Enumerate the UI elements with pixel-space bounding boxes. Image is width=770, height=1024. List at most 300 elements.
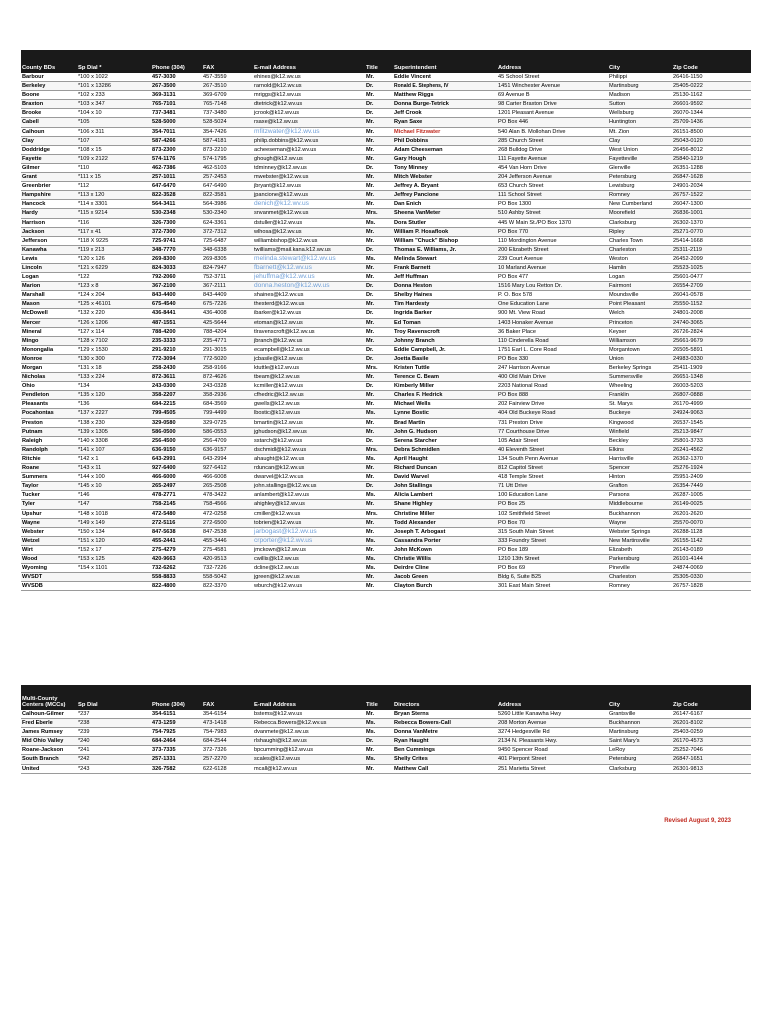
cell-title: Mr. xyxy=(365,582,393,591)
county-table-header xyxy=(21,50,751,73)
cell-city: Berkeley Springs xyxy=(608,364,672,373)
cell-city: Ripley xyxy=(608,227,672,236)
cell-title: Dr. xyxy=(365,436,393,445)
cell-email[interactable]: bmartin@k12.wv.us xyxy=(253,418,365,427)
cell-phone: 647-6470 xyxy=(151,182,202,191)
header-county: County BDs xyxy=(21,50,77,73)
cell-sp-dial: *144 x 100 xyxy=(77,473,151,482)
cell-zip: 25405-0222 xyxy=(672,82,751,91)
cell-email[interactable]: jgreen@k12.wv.us xyxy=(253,573,365,582)
cell-zip: 25414-1668 xyxy=(672,236,751,245)
cell-superintendent: Jeff Crook xyxy=(393,109,497,118)
cell-zip: 25801-3733 xyxy=(672,436,751,445)
cell-fax: 758-4566 xyxy=(202,500,253,509)
cell-email[interactable]: acheeseman@k12.wv.us xyxy=(253,145,365,154)
cell-address: 900 Mt. View Road xyxy=(497,309,608,318)
cell-zip: 26537-1545 xyxy=(672,418,751,427)
county-directory-table xyxy=(21,50,751,591)
cell-superintendent: Clayton Burch xyxy=(393,582,497,591)
cell-address: 268 Bulldog Drive xyxy=(497,145,608,154)
cell-fax: 272-6500 xyxy=(202,518,253,527)
cell-superintendent: Michael Wells xyxy=(393,400,497,409)
cell-county: Lewis xyxy=(21,254,77,263)
cell-county: Tyler xyxy=(21,500,77,509)
cell-email[interactable]: ktuttle@k12.wv.us xyxy=(253,364,365,373)
cell-email[interactable]: jcrook@k12.wv.us xyxy=(253,109,365,118)
cell-email[interactable]: donna.heston@k12.wv.us xyxy=(253,282,365,291)
cell-zip: 26726-2824 xyxy=(672,327,751,336)
cell-phone: 872-3611 xyxy=(151,373,202,382)
cell-zip: 26003-5203 xyxy=(672,382,751,391)
cell-superintendent: Kimberly Miller xyxy=(393,382,497,391)
cell-fax: 358-2936 xyxy=(202,391,253,400)
cell-address: 812 Capitol Street xyxy=(497,464,608,473)
cell-email[interactable]: ehines@k12.wv.us xyxy=(253,73,365,82)
cell-email[interactable]: jpancione@k12.wv.us xyxy=(253,191,365,200)
cell-zip: 26149-0025 xyxy=(672,500,751,509)
cell-email[interactable]: fbarnett@k12.wv.us xyxy=(253,263,365,272)
cell-email[interactable]: jbranch@k12.wv.us xyxy=(253,336,365,345)
cell-phone: 466-6000 xyxy=(151,473,202,482)
cell-city: Summersville xyxy=(608,373,672,382)
cell-email[interactable]: bstems@k12.wv.us xyxy=(253,710,365,719)
cell-fax: 788-4204 xyxy=(202,327,253,336)
cell-title: Mr. xyxy=(365,136,393,145)
cell-sp-dial: *136 xyxy=(77,400,151,409)
cell-email[interactable]: mwebster@k12.wv.us xyxy=(253,173,365,182)
cell-zip: 26505-5891 xyxy=(672,345,751,354)
cell-sp-dial: *101 x 13286 xyxy=(77,82,151,91)
cell-email[interactable]: crporter@k12.wv.us xyxy=(253,536,365,545)
cell-email[interactable]: shaines@k12.wv.us xyxy=(253,291,365,300)
cell-title: Mrs. xyxy=(365,445,393,454)
cell-phone: 737-3481 xyxy=(151,109,202,118)
cell-zip: 26601-9592 xyxy=(672,100,751,109)
cell-phone: 792-2060 xyxy=(151,273,202,282)
revised-date-note: Revised August 9, 2023 xyxy=(664,818,731,824)
county-row xyxy=(21,273,751,282)
cell-address: 100 Education Lane xyxy=(497,491,608,500)
cell-address: 111 Fayette Avenue xyxy=(497,154,608,163)
cell-fax: 643-2994 xyxy=(202,454,253,463)
cell-zip: 26041-0578 xyxy=(672,291,751,300)
cell-email[interactable]: dvanmete@k12.wv.us xyxy=(253,728,365,737)
cell-fax: 265-2508 xyxy=(202,482,253,491)
cell-fax: 256-4709 xyxy=(202,436,253,445)
cell-sp-dial: *154 x 1101 xyxy=(77,564,151,573)
cell-fax: 873-2210 xyxy=(202,145,253,154)
cell-email[interactable]: cwillis@k12.wv.us xyxy=(253,554,365,563)
cell-zip: 24924-9063 xyxy=(672,409,751,418)
cell-county: Ohio xyxy=(21,382,77,391)
cell-email[interactable]: dwarvel@k12.wv.us xyxy=(253,473,365,482)
cell-title: Ms. xyxy=(365,554,393,563)
cell-email[interactable]: dtetrick@k12.wv.us xyxy=(253,100,365,109)
cell-email[interactable]: wburch@k12.wv.us xyxy=(253,582,365,591)
cell-email[interactable]: kcmiller@k12.wv.us xyxy=(253,382,365,391)
cell-phone: 269-8300 xyxy=(151,254,202,263)
cell-email[interactable]: twilliams@mail.kana.k12.wv.us xyxy=(253,245,365,254)
cell-sp-dial: *137 x 2227 xyxy=(77,409,151,418)
cell-zip: 25951-2409 xyxy=(672,473,751,482)
cell-email[interactable]: tbeam@k12.wv.us xyxy=(253,373,365,382)
cell-county: Doddridge xyxy=(21,145,77,154)
cell-zip: 26362-1370 xyxy=(672,454,751,463)
cell-title: Ms. xyxy=(365,218,393,227)
cell-email[interactable]: sstarch@k12.wv.us xyxy=(253,436,365,445)
cell-superintendent: Jeffrey A. Bryant xyxy=(393,182,497,191)
cell-email[interactable]: dstuller@k12.wv.us xyxy=(253,218,365,227)
cell-city: Wheeling xyxy=(608,382,672,391)
header-address: Address xyxy=(497,685,608,710)
cell-superintendent: Dan Enich xyxy=(393,200,497,209)
mcc-table-header xyxy=(21,685,751,710)
cell-address: 1403 Honaker Avenue xyxy=(497,318,608,327)
county-row xyxy=(21,191,751,200)
cell-email[interactable]: snvanmet@k12.wv.us xyxy=(253,209,365,218)
county-row xyxy=(21,464,751,473)
cell-sp-dial: *145 x 10 xyxy=(77,482,151,491)
cell-email[interactable]: scales@k12.wv.us xyxy=(253,755,365,764)
cell-phone: 758-2145 xyxy=(151,500,202,509)
cell-zip: 26836-1001 xyxy=(672,209,751,218)
cell-sp-dial: *116 xyxy=(77,218,151,227)
cell-superintendent: Alicia Lambert xyxy=(393,491,497,500)
header-address: Address xyxy=(497,50,608,73)
cell-zip: 25403-0259 xyxy=(672,728,751,737)
cell-email[interactable]: cfhedric@k12.wv.us xyxy=(253,391,365,400)
cell-superintendent: Gary Hough xyxy=(393,154,497,163)
cell-address: 200 Elizabeth Street xyxy=(497,245,608,254)
cell-zip: 26151-8500 xyxy=(672,127,751,136)
cell-zip: 25130-1162 xyxy=(672,91,751,100)
cell-fax: 372-7312 xyxy=(202,227,253,236)
cell-county: Berkeley xyxy=(21,82,77,91)
cell-email[interactable]: bpcumming@k12.wv.us xyxy=(253,746,365,755)
cell-phone: 354-6151 xyxy=(151,710,202,719)
cell-address: 98 Carter Braxton Drive xyxy=(497,100,608,109)
county-row xyxy=(21,200,751,209)
cell-phone: 487-1551 xyxy=(151,318,202,327)
cell-county: Putnam xyxy=(21,427,77,436)
cell-phone: 265-2497 xyxy=(151,482,202,491)
header-city: City xyxy=(608,685,672,710)
cell-county: Wayne xyxy=(21,518,77,527)
cell-county: Wetzel xyxy=(21,536,77,545)
cell-fax: 348-6338 xyxy=(202,245,253,254)
county-row xyxy=(21,518,751,527)
cell-address: 400 Old Main Drive xyxy=(497,373,608,382)
cell-address: 202 Fairview Drive xyxy=(497,400,608,409)
county-row xyxy=(21,482,751,491)
cell-superintendent: Christine Miller xyxy=(393,509,497,518)
cell-city: LeRoy xyxy=(608,746,672,755)
cell-email[interactable]: tdminney@k12.wv.us xyxy=(253,163,365,172)
cell-title: Ms. xyxy=(365,564,393,573)
mcc-row xyxy=(21,755,751,764)
county-row xyxy=(21,327,751,336)
cell-title: Mr. xyxy=(365,400,393,409)
cell-county: South Branch xyxy=(21,755,77,764)
cell-zip: 25570-0070 xyxy=(672,518,751,527)
cell-zip: 24901-2034 xyxy=(672,182,751,191)
cell-superintendent: Matthew Call xyxy=(393,764,497,773)
cell-phone: 455-2441 xyxy=(151,536,202,545)
cell-county: Jackson xyxy=(21,227,77,236)
cell-email[interactable]: jmckown@k12.wv.us xyxy=(253,545,365,554)
cell-superintendent: Tony Minney xyxy=(393,163,497,172)
county-row xyxy=(21,409,751,418)
cell-phone: 847-5638 xyxy=(151,527,202,536)
cell-city: Moorefield xyxy=(608,209,672,218)
cell-sp-dial: *152 x 17 xyxy=(77,545,151,554)
cell-sp-dial: *139 x 1305 xyxy=(77,427,151,436)
cell-phone: 843-4400 xyxy=(151,291,202,300)
cell-superintendent: Michael Fitzwater xyxy=(393,127,497,136)
cell-email[interactable]: ahighley@k12.wv.us xyxy=(253,500,365,509)
cell-county: Greenbrier xyxy=(21,182,77,191)
cell-fax: 872-4626 xyxy=(202,373,253,382)
cell-phone: 258-2430 xyxy=(151,364,202,373)
cell-superintendent: Shelby Haines xyxy=(393,291,497,300)
cell-county: WVSDT xyxy=(21,573,77,582)
cell-county: Roane xyxy=(21,464,77,473)
cell-superintendent: Adam Cheeseman xyxy=(393,145,497,154)
cell-city: Parsons xyxy=(608,491,672,500)
cell-email[interactable]: jarbogast@k12.wv.us xyxy=(253,527,365,536)
cell-email[interactable]: cmiller@k12.wv.us xyxy=(253,509,365,518)
cell-address: PO Box 446 xyxy=(497,118,608,127)
cell-email[interactable]: tlravenscroft@k12.wv.us xyxy=(253,327,365,336)
cell-phone: 235-3333 xyxy=(151,336,202,345)
cell-email[interactable]: mfitzwater@k12.wv.us xyxy=(253,127,365,136)
county-row xyxy=(21,345,751,354)
cell-zip: 26241-4562 xyxy=(672,445,751,454)
cell-zip: 26170-4573 xyxy=(672,737,751,746)
cell-address: 71 Utt Drive xyxy=(497,482,608,491)
cell-email[interactable]: wlhosa@k12.wv.us xyxy=(253,227,365,236)
cell-county: Fred Eberle xyxy=(21,719,77,728)
cell-city: Petersburg xyxy=(608,755,672,764)
cell-county: Raleigh xyxy=(21,436,77,445)
cell-address: PO Box 477 xyxy=(497,273,608,282)
cell-address: 110 Mordington Avenue xyxy=(497,236,608,245)
cell-city: Fairmont xyxy=(608,282,672,291)
cell-email[interactable]: jehuffma@k12.wv.us xyxy=(253,273,365,282)
cell-address: 251 Marietta Street xyxy=(497,764,608,773)
cell-title: Mr. xyxy=(365,263,393,272)
county-row xyxy=(21,364,751,373)
cell-address: 1210 13th Street xyxy=(497,554,608,563)
cell-city: Romney xyxy=(608,582,672,591)
cell-address: PO Box 189 xyxy=(497,545,608,554)
cell-county: Nicholas xyxy=(21,373,77,382)
cell-sp-dial: *110 xyxy=(77,163,151,172)
cell-city: Parkersburg xyxy=(608,554,672,563)
cell-email[interactable]: denich@k12.wv.us xyxy=(253,200,365,209)
cell-email[interactable]: ahaught@k12.wv.us xyxy=(253,454,365,463)
cell-email[interactable]: lbostic@k12.wv.us xyxy=(253,409,365,418)
cell-address: 1451 Winchester Avenue xyxy=(497,82,608,91)
county-row xyxy=(21,154,751,163)
cell-city: Grantsville xyxy=(608,710,672,719)
cell-county: Marion xyxy=(21,282,77,291)
cell-sp-dial: *146 xyxy=(77,491,151,500)
cell-fax: 420-9513 xyxy=(202,554,253,563)
cell-phone: 373-7335 xyxy=(151,746,202,755)
cell-sp-dial: *237 xyxy=(77,710,151,719)
header-city: City xyxy=(608,50,672,73)
cell-city: Keyser xyxy=(608,327,672,336)
cell-city: St. Marys xyxy=(608,400,672,409)
cell-title: Ms. xyxy=(365,536,393,545)
cell-address: 1201 Pleasant Avenue xyxy=(497,109,608,118)
cell-email[interactable]: ecampbell@k12.wv.us xyxy=(253,345,365,354)
cell-title: Mr. xyxy=(365,182,393,191)
cell-phone: 772-3094 xyxy=(151,354,202,363)
cell-email[interactable]: tobrien@k12.wv.us xyxy=(253,518,365,527)
cell-fax: 564-3986 xyxy=(202,200,253,209)
cell-address: 45 School Street xyxy=(497,73,608,82)
header-title: Title xyxy=(365,685,393,710)
cell-email[interactable]: jcbasile@k12.wv.us xyxy=(253,354,365,363)
cell-email[interactable]: melinda.stewart@k12.wv.us xyxy=(253,254,365,263)
cell-sp-dial: *105 xyxy=(77,118,151,127)
cell-phone: 472-5480 xyxy=(151,509,202,518)
cell-zip: 26101-4144 xyxy=(672,554,751,563)
cell-email[interactable]: anlambert@k12.wv.us xyxy=(253,491,365,500)
cell-county: McDowell xyxy=(21,309,77,318)
cell-sp-dial: *107 xyxy=(77,136,151,145)
cell-phone: 643-2991 xyxy=(151,454,202,463)
cell-fax: 622-6128 xyxy=(202,764,253,773)
cell-phone: 367-2100 xyxy=(151,282,202,291)
cell-phone: 243-0300 xyxy=(151,382,202,391)
cell-fax: 291-3015 xyxy=(202,345,253,354)
cell-title: Dr. xyxy=(365,354,393,363)
cell-email[interactable]: dschmidl@k12.wv.us xyxy=(253,445,365,454)
cell-fax: 367-2111 xyxy=(202,282,253,291)
cell-superintendent: Dora Stutler xyxy=(393,218,497,227)
cell-zip: 26351-1288 xyxy=(672,163,751,172)
cell-email[interactable]: philip.dobbins@k12.wv.us xyxy=(253,136,365,145)
cell-fax: 267-3510 xyxy=(202,82,253,91)
cell-superintendent: Troy Ravenscroft xyxy=(393,327,497,336)
cell-superintendent: Charles F. Hedrick xyxy=(393,391,497,400)
mcc-row xyxy=(21,764,751,773)
cell-county: Fayette xyxy=(21,154,77,163)
cell-email[interactable]: jghudson@k12.wv.us xyxy=(253,427,365,436)
cell-title: Mrs. xyxy=(365,209,393,218)
cell-superintendent: Bryan Sterns xyxy=(393,710,497,719)
cell-county: Preston xyxy=(21,418,77,427)
cell-sp-dial: *243 xyxy=(77,764,151,773)
cell-title: Dr. xyxy=(365,163,393,172)
cell-email[interactable]: williambishop@k12.wv.us xyxy=(253,236,365,245)
cell-city: Fayetteville xyxy=(608,154,672,163)
cell-title: Ms. xyxy=(365,719,393,728)
cell-superintendent: Donna Burge-Tetrick xyxy=(393,100,497,109)
cell-title: Dr. xyxy=(365,109,393,118)
cell-address: 10 Marland Avenue xyxy=(497,263,608,272)
cell-email[interactable]: john.stallings@k12.wv.us xyxy=(253,482,365,491)
cell-city: Charleston xyxy=(608,573,672,582)
cell-superintendent: Jeff Huffman xyxy=(393,273,497,282)
county-row xyxy=(21,173,751,182)
cell-county: Morgan xyxy=(21,364,77,373)
cell-email[interactable]: rsaxe@k12.wv.us xyxy=(253,118,365,127)
cell-address: PO Box 1300 xyxy=(497,200,608,209)
cell-county: Mid Ohio Valley xyxy=(21,737,77,746)
county-row xyxy=(21,582,751,591)
cell-city: Saint Mary's xyxy=(608,737,672,746)
cell-email[interactable]: rarnold@k12.wv.us xyxy=(253,82,365,91)
county-row xyxy=(21,82,751,91)
cell-zip: 26452-2099 xyxy=(672,254,751,263)
cell-title: Mr. xyxy=(365,545,393,554)
cell-county: Harrison xyxy=(21,218,77,227)
cell-phone: 873-2300 xyxy=(151,145,202,154)
cell-phone: 462-7386 xyxy=(151,163,202,172)
cell-zip: 26201-2620 xyxy=(672,509,751,518)
cell-city: Hinton xyxy=(608,473,672,482)
cell-email[interactable]: ghough@k12.wv.us xyxy=(253,154,365,163)
cell-address: PO Box 330 xyxy=(497,354,608,363)
cell-county: Mingo xyxy=(21,336,77,345)
cell-email[interactable]: ibarker@k12.wv.us xyxy=(253,309,365,318)
cell-email[interactable]: dcline@k12.wv.us xyxy=(253,564,365,573)
cell-email[interactable]: thesterd@k12.wv.us xyxy=(253,300,365,309)
cell-city: Martinsburg xyxy=(608,82,672,91)
cell-address: 2134 N. Pleasants Hwy. xyxy=(497,737,608,746)
cell-superintendent: Tim Hardesty xyxy=(393,300,497,309)
cell-email[interactable]: jbryant@k12.wv.us xyxy=(253,182,365,191)
cell-phone: 267-3500 xyxy=(151,82,202,91)
county-row xyxy=(21,509,751,518)
cell-zip: 26302-1370 xyxy=(672,218,751,227)
cell-email[interactable]: etoman@k12.wv.us xyxy=(253,318,365,327)
cell-fax: 737-3480 xyxy=(202,109,253,118)
cell-zip: 25661-9679 xyxy=(672,336,751,345)
cell-zip: 26354-7449 xyxy=(672,482,751,491)
cell-email[interactable]: rduncan@k12.wv.us xyxy=(253,464,365,473)
cell-phone: 684-2464 xyxy=(151,737,202,746)
cell-phone: 822-4800 xyxy=(151,582,202,591)
cell-email[interactable]: gwells@k12.wv.us xyxy=(253,400,365,409)
county-header-row xyxy=(21,50,751,73)
county-row xyxy=(21,263,751,272)
cell-county: Summers xyxy=(21,473,77,482)
cell-fax: 235-4771 xyxy=(202,336,253,345)
cell-phone: 587-4266 xyxy=(151,136,202,145)
cell-sp-dial: *104 x 10 xyxy=(77,109,151,118)
cell-title: Mr. xyxy=(365,91,393,100)
cell-county: Hampshire xyxy=(21,191,77,200)
cell-address: 1751 Earl L. Core Road xyxy=(497,345,608,354)
cell-zip: 25840-1219 xyxy=(672,154,751,163)
cell-email[interactable]: Rebecca.Bowers@k12.wv.us xyxy=(253,719,365,728)
cell-city: Madison xyxy=(608,91,672,100)
cell-email[interactable]: mriggs@k12.wv.us xyxy=(253,91,365,100)
cell-county: Monongalia xyxy=(21,345,77,354)
cell-title: Ms. xyxy=(365,409,393,418)
cell-email[interactable]: mcall@k12.wv.us xyxy=(253,764,365,773)
cell-superintendent: Kristen Tuttle xyxy=(393,364,497,373)
cell-superintendent: Donna Heston xyxy=(393,282,497,291)
cell-email[interactable]: rlshaughi@k12.wv.us xyxy=(253,737,365,746)
cell-fax: 636-9157 xyxy=(202,445,253,454)
cell-title: Dr. xyxy=(365,282,393,291)
